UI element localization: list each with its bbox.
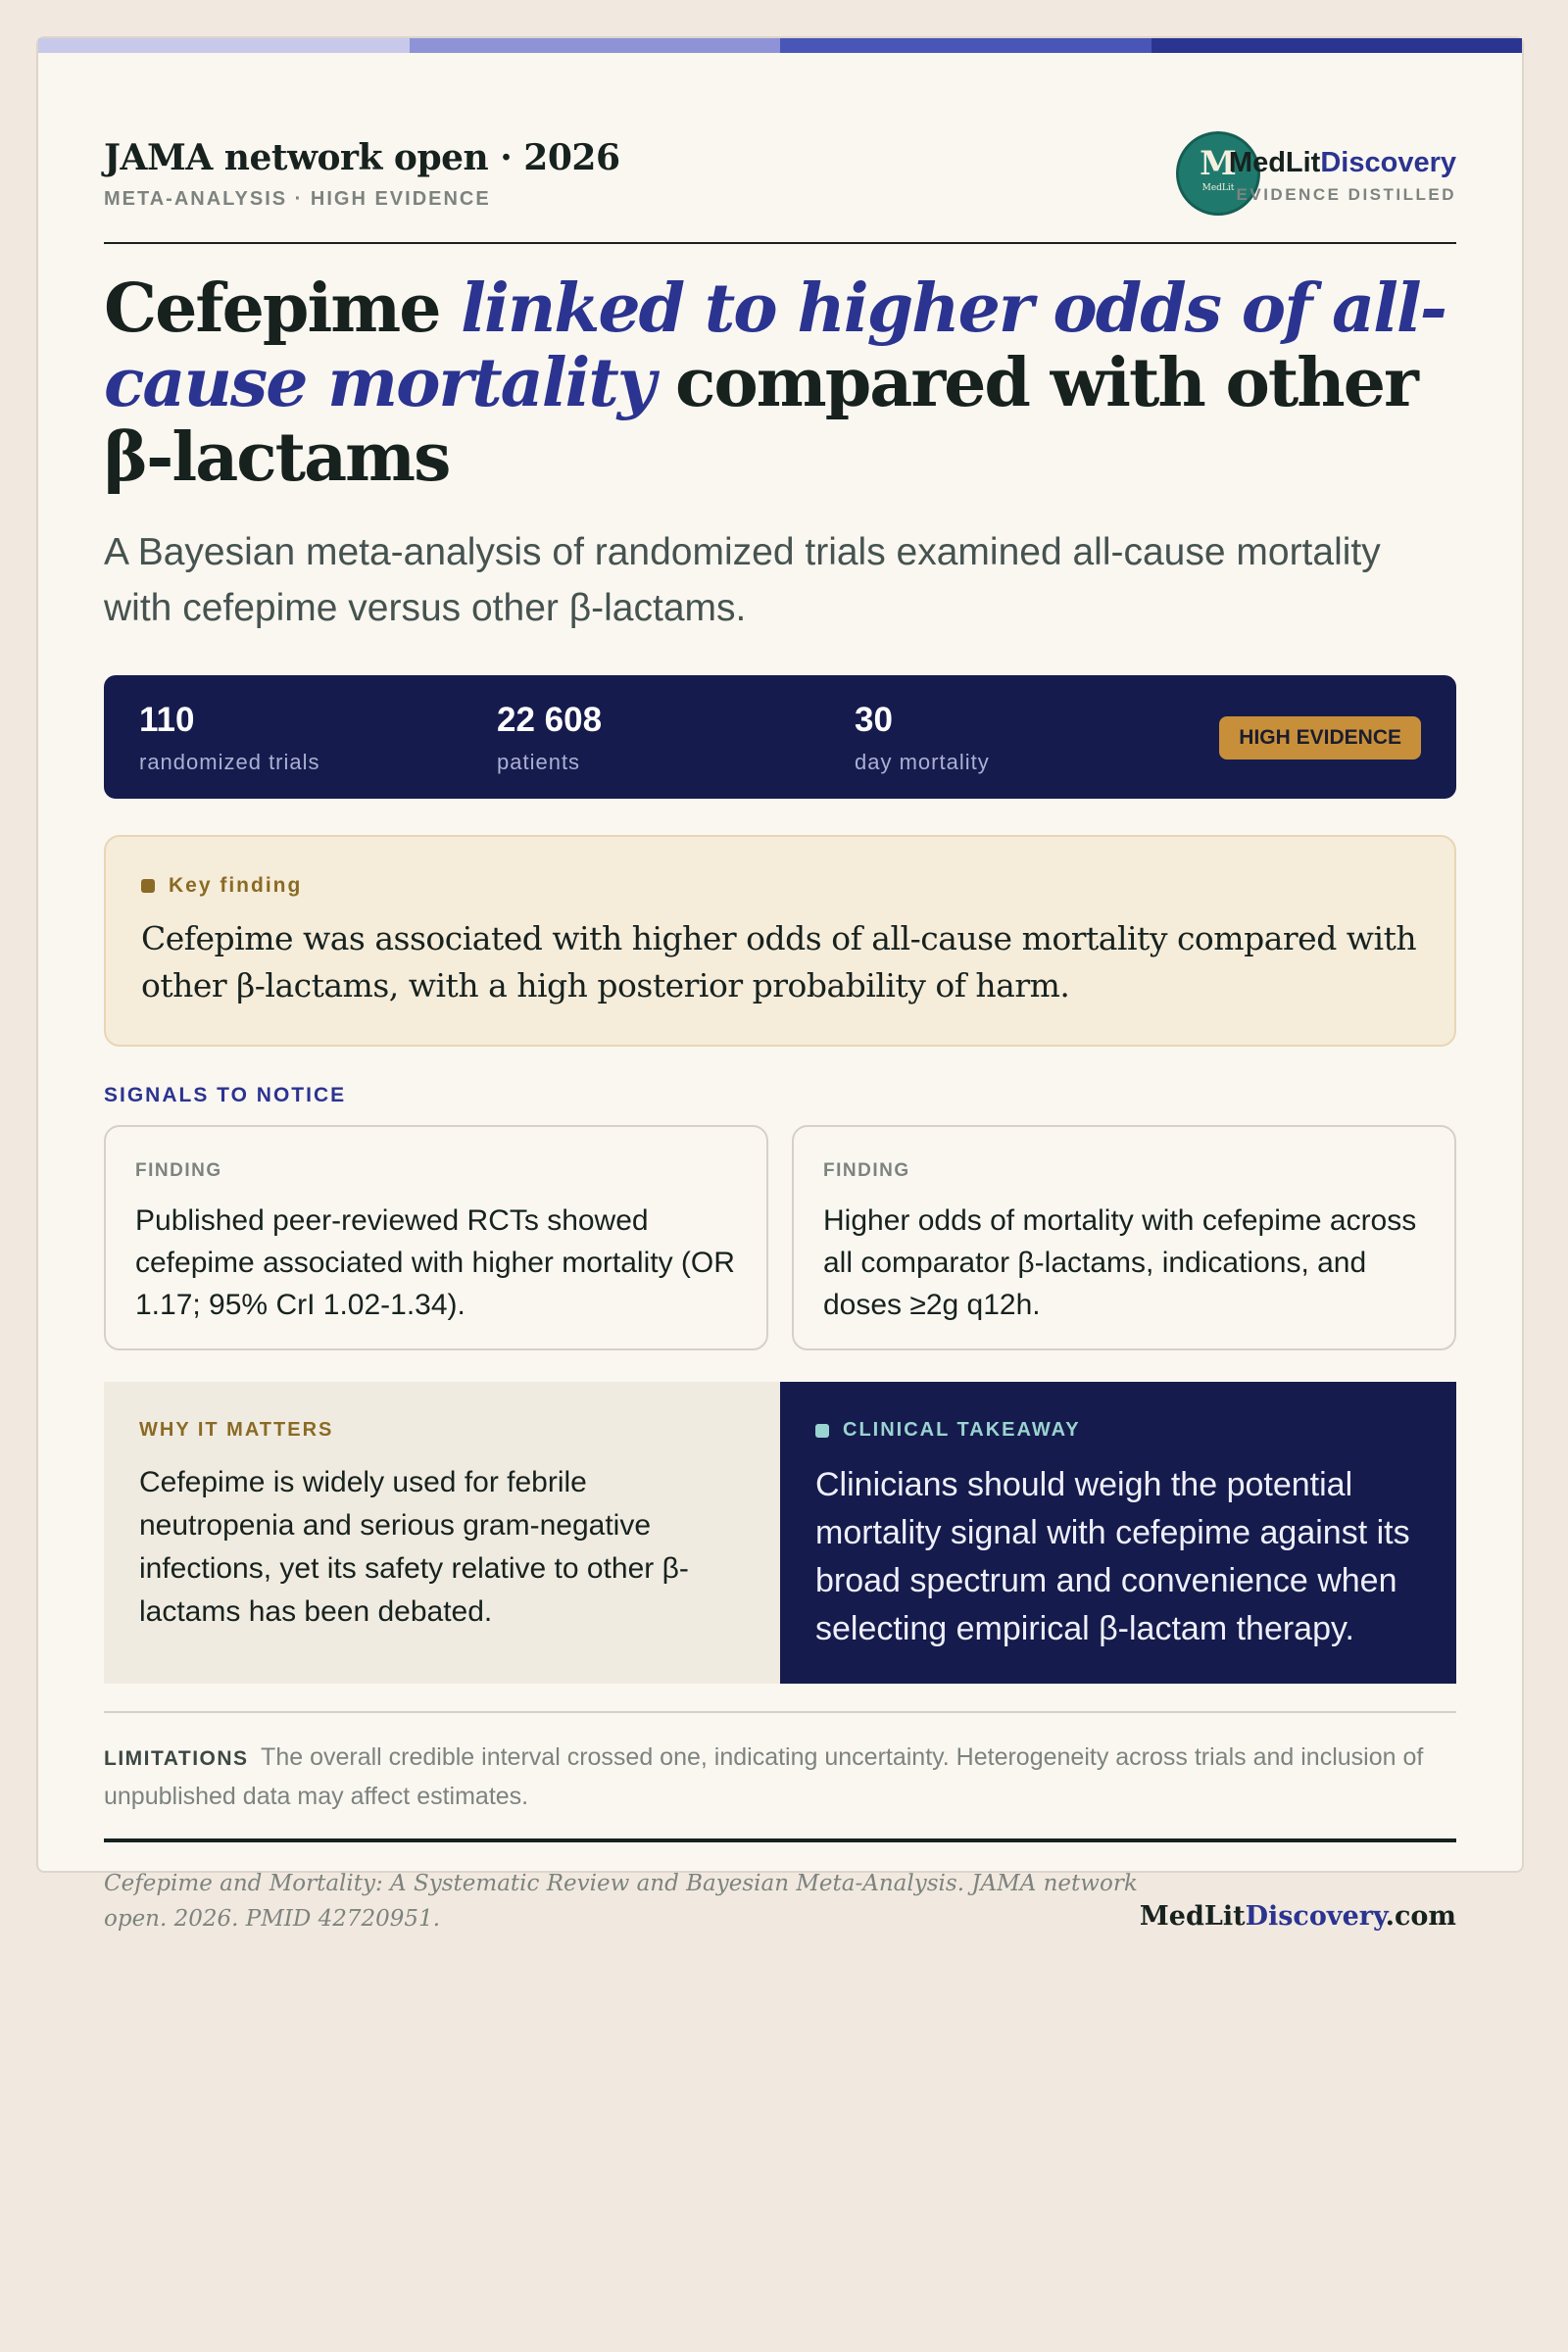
color-strip-segment-3	[780, 38, 1152, 53]
stat-value: 110	[139, 701, 195, 739]
finding-label: FINDING	[135, 1160, 222, 1181]
finding-text: Higher odds of mortality with cefepime across all comparator β-lactams, indications, and doses ≥2g q12h.	[823, 1204, 1417, 1321]
stat-value: 30	[855, 701, 893, 739]
stat-value: 22 608	[497, 701, 603, 739]
stat-trials	[139, 701, 320, 775]
summary-card	[36, 36, 1524, 1932]
site-link[interactable]	[1140, 1901, 1456, 1932]
findings-grid	[104, 1125, 1456, 1350]
why-it-matters-panel	[104, 1382, 780, 1684]
finding-label: FINDING	[823, 1160, 910, 1181]
site-name-a: MedLit	[1139, 1901, 1246, 1932]
limitations-text: The overall credible interval crossed one, indicating uncertainty. Heterogeneity across trials and inclusion of unpublished data may affect estimates.	[104, 1743, 1424, 1810]
subtitle: A Bayesian meta-analysis of randomized trials examined all-cause mortality with cefepime versus other β-lactams.	[104, 531, 1381, 629]
color-strip-segment-1	[38, 38, 410, 53]
brand-tagline: EVIDENCE DISTILLED	[1236, 185, 1456, 204]
evidence-badge: HIGH EVIDENCE	[1219, 716, 1421, 760]
clinical-takeaway-panel	[780, 1382, 1456, 1684]
why-text: Cefepime is widely used for febrile neutropenia and serious gram-negative infections, yet its safety relative to other β-lactams has been debated.	[139, 1466, 689, 1628]
context-panels	[104, 1382, 1456, 1684]
journal-name: JAMA network open · 2026	[104, 137, 620, 178]
why-label: WHY IT MATTERS	[139, 1419, 334, 1441]
takeaway-text: Clinicians should weigh the potential mortality signal with cefepime against its broad spectrum and convenience when selecting empirical β-lactam therapy.	[815, 1466, 1410, 1647]
takeaway-label-text: CLINICAL TAKEAWAY	[843, 1419, 1081, 1441]
key-finding-text: Cefepime was associated with higher odds of all-cause mortality compared with other β-lactams, with a high posterior probability of harm.	[141, 919, 1417, 1004]
headline-part-1: Cefepime	[104, 270, 462, 348]
brand	[1229, 147, 1456, 205]
finding-card	[792, 1125, 1456, 1350]
stat-label: randomized trials	[139, 750, 320, 774]
square-bullet-icon	[815, 1424, 829, 1438]
stat-patients	[497, 701, 602, 775]
color-strip-segment-4	[1152, 38, 1523, 53]
site-name-b: Discovery	[1245, 1901, 1386, 1932]
header	[104, 53, 1456, 244]
brand-name-a: MedLit	[1228, 147, 1321, 178]
brand-name-b: Discovery	[1320, 147, 1456, 178]
color-strip-segment-2	[410, 38, 781, 53]
logo-text: MedLit	[1201, 183, 1235, 193]
finding-card	[104, 1125, 768, 1350]
stat-mortality	[855, 701, 990, 775]
key-finding-box	[104, 835, 1456, 1047]
stat-label: day mortality	[855, 750, 990, 774]
finding-text: Published peer-reviewed RCTs showed cefepime associated with higher mortality (OR 1.17; 95% CrI 1.02-1.34).	[135, 1204, 735, 1321]
square-bullet-icon	[141, 879, 155, 893]
site-name-c: .com	[1385, 1901, 1456, 1932]
limitations-label: LIMITATIONS	[104, 1747, 249, 1770]
signals-heading: SIGNALS TO NOTICE	[104, 1084, 347, 1106]
stat-label: patients	[497, 750, 581, 774]
limitations	[104, 1711, 1456, 1842]
takeaway-label	[815, 1419, 1421, 1442]
footer	[104, 1842, 1456, 1960]
study-type: META-ANALYSIS · HIGH EVIDENCE	[104, 188, 491, 210]
citation: Cefepime and Mortality: A Systematic Review and Bayesian Meta-Analysis. JAMA network open. 2026. PMID 42720951.	[104, 1871, 1138, 1932]
headline-highlight: linked to higher odds of all-cause mortality	[104, 270, 1446, 422]
key-finding-label-text: Key finding	[169, 874, 303, 897]
key-finding-label	[141, 874, 1419, 898]
headline	[104, 271, 1456, 495]
stats-bar	[104, 675, 1456, 799]
brand-name	[1229, 147, 1456, 179]
color-strip	[38, 38, 1522, 53]
logo-letter: M	[1200, 144, 1237, 183]
headline-part-2: compared with other β-lactams	[104, 344, 1417, 497]
